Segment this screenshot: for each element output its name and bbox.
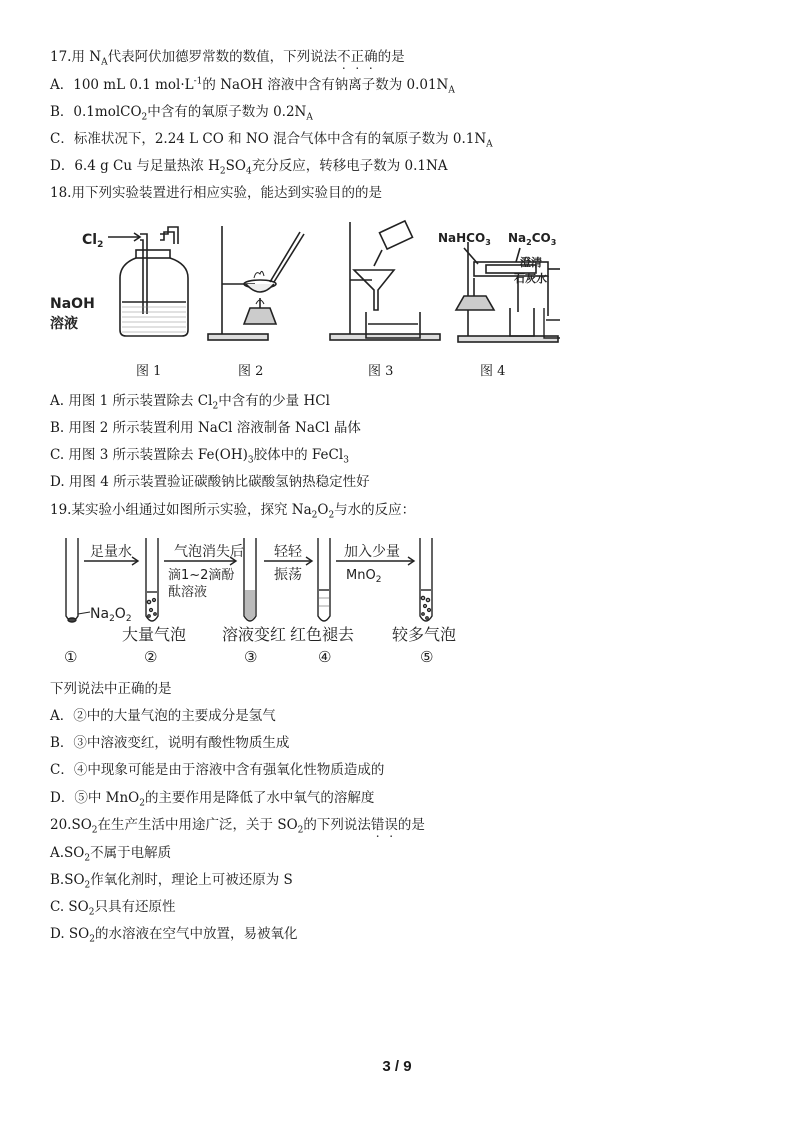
tube2-number: ② <box>144 648 158 666</box>
fig1-naoh-label: NaOH <box>50 296 95 312</box>
tube4-number: ④ <box>318 648 332 666</box>
tube3-number: ③ <box>244 648 258 666</box>
tube1-number: ① <box>64 648 78 666</box>
page-number: 3 / 9 <box>382 1058 412 1075</box>
fig4-na2co3-label: $Na_2CO_3$ <box>508 231 557 247</box>
fig4-nahco3-label: NaHCO$_3$ <box>438 231 491 247</box>
tube-2 <box>146 538 158 621</box>
tube-1 <box>66 538 78 622</box>
q17-stem: 17.用 $N_A$代表阿伏加德罗常数的数值，下列说法不正确的是 <box>50 49 405 68</box>
fig3-caption: 图 3 <box>368 364 394 379</box>
fig1-gas-label: $Cl_2$ <box>82 232 104 250</box>
q19-lead: 下列说法中正确的是 <box>50 681 172 697</box>
q20-option-a: $A.SO_2$不属于电解质 <box>50 845 172 864</box>
q18-option-c: C. 用图 3 所示装置除去 $Fe(OH)_3$胶体中的 FeCl$_3$ <box>50 447 349 466</box>
tube5-caption: 较多气泡 <box>392 625 457 644</box>
tube-5 <box>420 538 432 621</box>
tube1-na2o2-label: $Na_2O_2$ <box>90 606 132 624</box>
fig2-caption: 图 2 <box>238 364 264 379</box>
arrow4-label-bottom: MnO$_2$ <box>346 568 382 585</box>
q20-option-c: C. $SO_2$只具有还原性 <box>50 899 176 918</box>
q17-option-c: C．标准状况下，2.24 L CO 和 NO 混合气体中含有的氧原子数为 $0.1N_A$ <box>50 131 493 150</box>
q18-stem: 18.用下列实验装置进行相应实验，能达到实验目的的是 <box>50 185 382 201</box>
tube-3 <box>244 538 256 621</box>
q19-option-d: D．⑤中 MnO$_2$的主要作用是降低了水中氧气的溶解度 <box>50 790 375 809</box>
arrow3-label-top: 轻轻 <box>274 544 302 560</box>
fig1-caption: 图 1 <box>136 364 162 379</box>
q19-stem: 19.某实验小组通过如图所示实验，探究 $Na_2O_2$与水的反应： <box>50 502 416 521</box>
arrow2-label-bottom-1: 滴1~2滴酚 <box>168 568 235 583</box>
q17-option-d: D．6.4 g Cu 与足量热浓 $H_2SO_4$充分反应，转移电子数为 0.1NA <box>50 158 448 177</box>
q18-option-a: A. 用图 1 所示装置除去 $Cl_2$中含有的少量 HCl <box>50 393 330 412</box>
figure-4-thermal-stability <box>438 231 560 342</box>
figure-3-filtration <box>330 221 440 340</box>
figure-1-gas-washing-bottle <box>82 227 188 336</box>
tube3-caption: 溶液变红 <box>222 625 287 644</box>
q19-option-b: B．③中溶液变红，说明有酸性物质生成 <box>50 735 290 751</box>
q18-apparatus-figures <box>50 212 560 382</box>
arrow1-label: 足量水 <box>90 544 132 560</box>
q20-stem: $20.SO_2$在生产生活中用途广泛，关于 $SO_2$的下列说法错误的是 <box>50 817 425 836</box>
arrow2-label-bottom-2: 酞溶液 <box>168 585 208 600</box>
q19-test-tube-sequence <box>50 532 480 668</box>
q18-option-d: D. 用图 4 所示装置验证碳酸钠比碳酸氢钠热稳定性好 <box>50 474 370 490</box>
fig4-limewater-label-1: 澄清 <box>520 256 542 269</box>
fig4-limewater-label-2: 石灰水 <box>514 272 547 285</box>
tube4-caption: 红色褪去 <box>290 625 355 644</box>
tube-4 <box>318 538 330 621</box>
q17-option-a: A．100 mL 0.1 $mol\cdot L^{-1}$的 NaOH 溶液中含有钠离子数为 $0.01N_A$ <box>50 76 455 96</box>
tube5-number: ⑤ <box>420 648 434 666</box>
arrow4-label-top: 加入少量 <box>344 544 400 560</box>
arrow3-label-bottom: 振荡 <box>274 567 302 583</box>
q20-option-b: $B.SO_2$作氧化剂时，理论上可被还原为 S <box>50 872 293 891</box>
fig4-caption: 图 4 <box>480 364 506 379</box>
tube2-caption: 大量气泡 <box>122 625 187 644</box>
q19-option-a: A．②中的大量气泡的主要成分是氢气 <box>50 708 276 724</box>
figure-2-evaporation <box>208 226 304 340</box>
arrow2-label-top: 气泡消失后 <box>174 544 244 560</box>
fig1-solution-label: 溶液 <box>50 316 78 332</box>
q19-option-c: C．④中现象可能是由于溶液中含有强氧化性物质造成的 <box>50 762 385 778</box>
q17-option-b: B．0.1molCO$_2$中含有的氧原子数为 $0.2N_A$ <box>50 104 313 123</box>
q18-option-b: B. 用图 2 所示装置利用 NaCl 溶液制备 NaCl 晶体 <box>50 420 361 436</box>
q20-option-d: D. $SO_2$的水溶液在空气中放置，易被氧化 <box>50 926 298 945</box>
